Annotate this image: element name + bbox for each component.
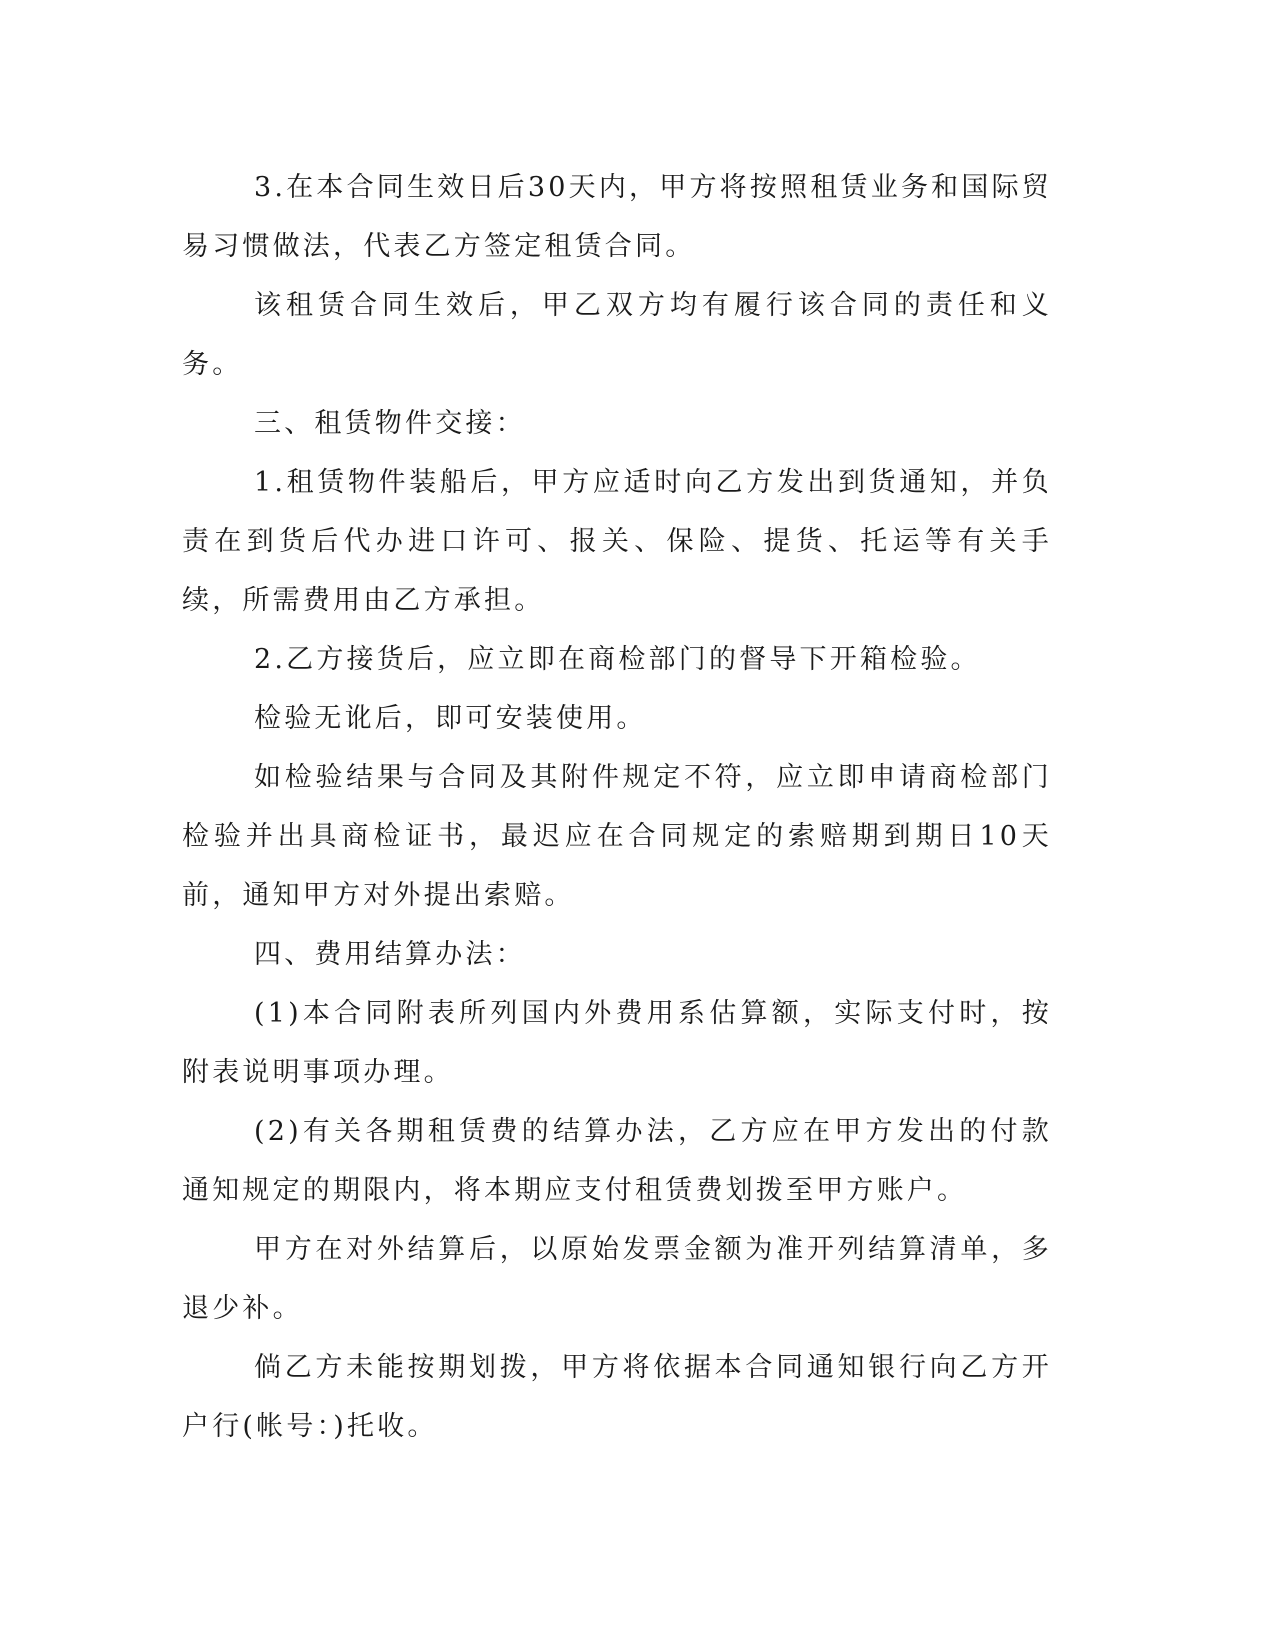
- paragraph-settlement-refund: 甲方在对外结算后，以原始发票金额为准开列结算清单，多退少补。: [182, 1234, 1052, 1324]
- paragraph-settlement-collection: 倘乙方未能按期划拨，甲方将依据本合同通知银行向乙方开户行(帐号：)托收。: [182, 1352, 1052, 1442]
- paragraph-handover-clause-1: 1.租赁物件装船后，甲方应适时向乙方发出到货通知，并负责在到货后代办进口许可、报关、保险、提货、托运等有关手续，所需费用由乙方承担。: [182, 467, 1052, 616]
- paragraph-delivery-clause-3: 3.在本合同生效日后30天内，甲方将按照租赁业务和国际贸易习惯做法，代表乙方签定租赁合同。: [182, 172, 1052, 262]
- document-body: [182, 158, 1052, 1456]
- paragraph-handover-clause-2: 2.乙方接货后，应立即在商检部门的督导下开箱检验。: [254, 644, 981, 675]
- paragraph-lease-effective: 该租赁合同生效后，甲乙双方均有履行该合同的责任和义务。: [182, 290, 1052, 380]
- paragraph-settlement-1: (1)本合同附表所列国内外费用系估算额，实际支付时，按附表说明事项办理。: [182, 998, 1052, 1088]
- section-heading-handover: 三、租赁物件交接：: [254, 408, 526, 439]
- paragraph-inspection-claim: 如检验结果与合同及其附件规定不符，应立即申请商检部门检验并出具商检证书，最迟应在合同规定的索赔期到期日10天前，通知甲方对外提出索赔。: [182, 762, 1052, 911]
- section-heading-settlement: 四、费用结算办法：: [254, 939, 526, 970]
- paragraph-inspection-ok: 检验无讹后，即可安装使用。: [254, 703, 647, 734]
- paragraph-settlement-2: (2)有关各期租赁费的结算办法，乙方应在甲方发出的付款通知规定的期限内，将本期应支付租赁费划拨至甲方账户。: [182, 1116, 1052, 1206]
